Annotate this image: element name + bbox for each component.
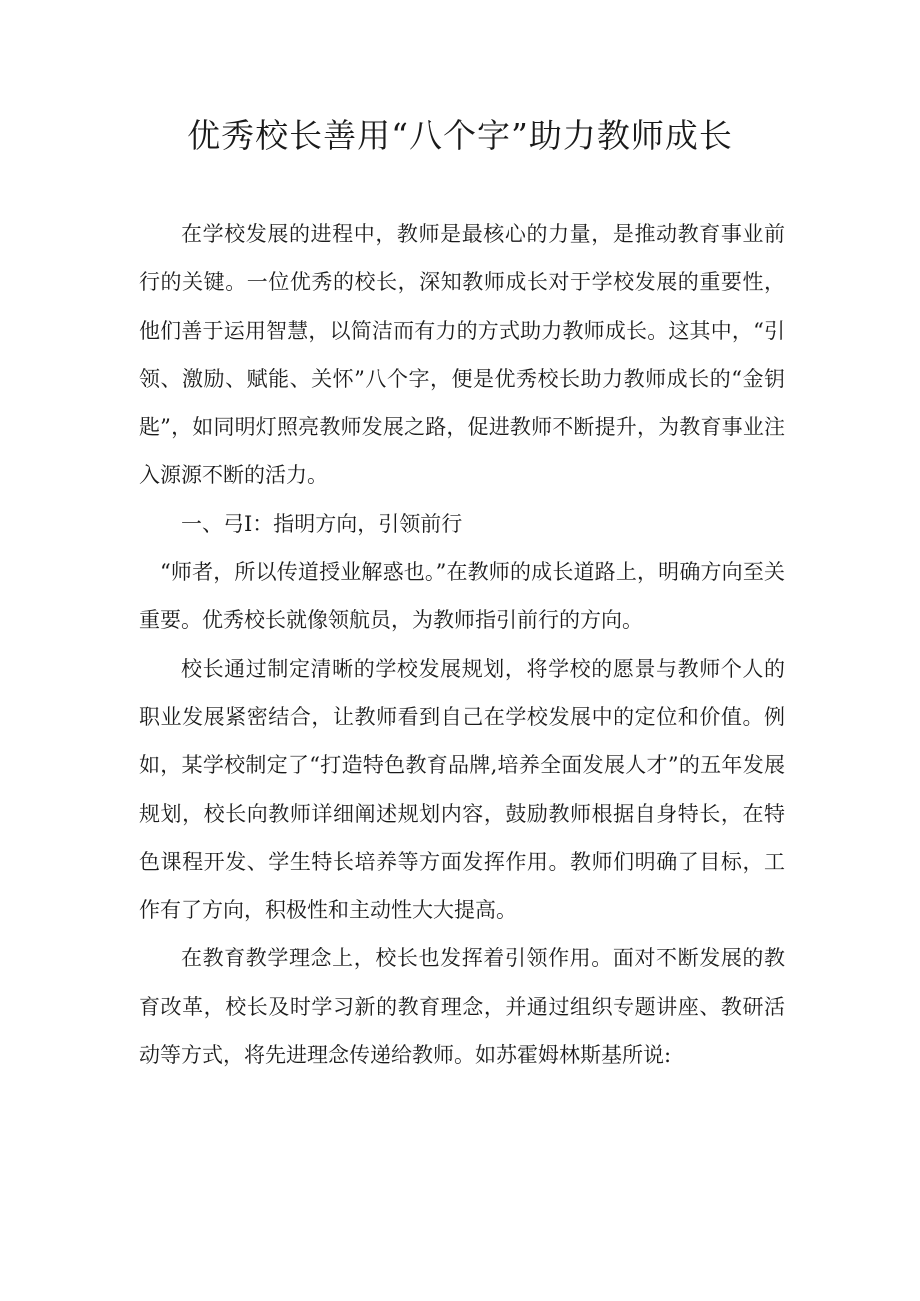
paragraph-planning: 校长通过制定清晰的学校发展规划，将学校的愿景与教师个人的职业发展紧密结合，让教师看到自己在学校发展中的定位和价值。例如，某学校制定了“打造特色教育品牌,培养全面发展人才”的五年发展规划，校长向教师详细阐述规划内容，鼓励教师根据自身特长，在特色课程开发、学生特长培养等方面发挥作用。教师们明确了目标，工作有了方向，积极性和主动性大大提高。 [139,656,785,923]
paragraph-quote: “师者，所以传道授业解惑也。”在教师的成长道路上，明确方向至关重要。优秀校长就像领航员，为教师指引前行的方向。 [139,560,785,633]
paragraph-philosophy: 在教育教学理念上，校长也发挥着引领作用。面对不断发展的教育改革，校长及时学习新的教育理念，并通过组织专题讲座、教研活动等方式，将先进理念传递给教师。如苏霍姆林斯基所说: [139,946,785,1068]
document-body [139,210,785,1079]
section-heading-1: 一、弓I：指明方向，引领前行 [181,511,463,536]
document-title: 优秀校长善用“八个字”助力教师成长 [187,116,733,155]
paragraph-intro: 在学校发展的进程中，教师是最核心的力量，是推动教育事业前行的关键。一位优秀的校长，深知教师成长对于学校发展的重要性，他们善于运用智慧，以简洁而有力的方式助力教师成长。这其中，“引领、激励、赋能、关怀”八个字，便是优秀校长助力教师成长的“金钥匙”，如同明灯照亮教师发展之路，促进教师不断提升，为教育事业注入源源不断的活力。 [139,222,785,488]
